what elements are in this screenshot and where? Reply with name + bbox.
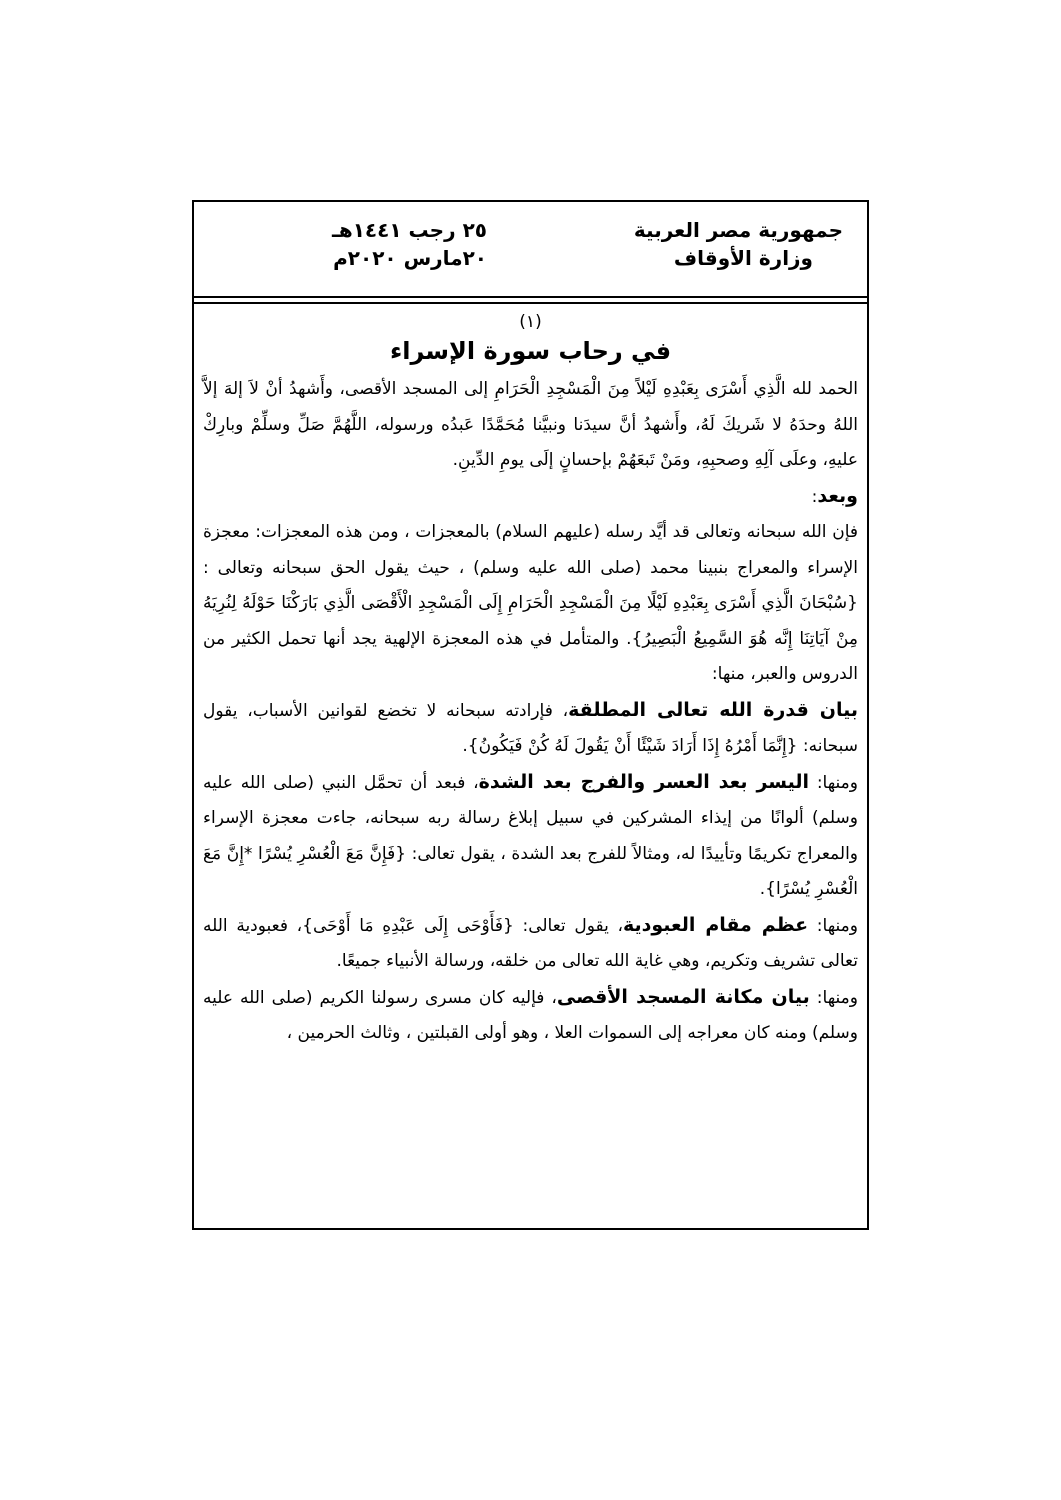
heading-power: بيان قدرة الله تعالى المطلقة xyxy=(568,698,858,721)
heading-ease: اليسر بعد العسر والفرج بعد الشدة xyxy=(478,770,810,793)
text-power: ، فإرادته سبحانه لا تخضع لقوانين الأسباب، يقول سبحانه: {إِنَّمَا أَمْرُهُ إِذَا أَرَادَ شَيْئًا أَنْ يَقُولَ لَهُ كُنْ فَيَكُونُ}. xyxy=(203,700,858,756)
paragraph-servitude xyxy=(203,908,858,980)
letterhead xyxy=(194,202,867,298)
text-aqsa: ، فإليه كان مسرى رسولنا الكريم (صلى الله عليه وسلم) ومنه كان معراجه إلى السموات العلا ، وهو أولى القبلتين ، وثالث الحرمين ، xyxy=(203,987,858,1043)
heading-aqsa: بيان مكانة المسجد الأقصى xyxy=(556,985,810,1008)
paragraph-aqsa xyxy=(203,980,858,1052)
document-frame xyxy=(192,200,869,1230)
country-name: جمهورية مصر العربية xyxy=(633,218,843,242)
intro-paragraph: الحمد لله الَّذِي أَسْرَى بِعَبْدِهِ لَيْلاً مِنَ الْمَسْجِدِ الْحَرَامِ إلى المسجد الأقصى، وأَشهدُ أنْ لاَ إلهَ إلاَّ اللهُ وحدَهُ لا شَريكَ لَهُ، وأَشهدُ أنَّ سيدَنا ونبيَّنا مُحَمَّدًا عَبدُه ورسوله، اللَّهُمَّ صَلِّ وسلِّمْ وبارِكْ عليهِ، وعلَى آلِهِ وصحبِهِ، ومَنْ تَبعَهُمْ بإحسانٍ إلَى يومِ الدِّينِ. xyxy=(203,379,858,470)
lesson-number: (١) xyxy=(519,312,542,332)
text-ease: ، فبعد أن تحمَّل النبي (صلى الله عليه وسلم) ألوانًا من إيذاء المشركين في سبيل إبلاغ رسالة ربه سبحانه، جاءت معجزة الإسراء والمعراج تكريمًا وتأييدًا له، ومثالاً للفرج بعد الشدة ، يقول تعالى: {فَإِنَّ مَعَ الْعُسْرِ يُسْرًا *إِنَّ مَعَ الْعُسْرِ يُسْرًا}. xyxy=(203,772,858,899)
heading-servitude: عظم مقام العبودية xyxy=(622,913,809,936)
sermon-body xyxy=(194,310,867,1052)
header-divider xyxy=(194,302,867,304)
lead-servitude: ومنها: xyxy=(816,915,858,936)
text-servitude: ، يقول تعالى: {فَأَوْحَى إِلَى عَبْدِهِ مَا أَوْحَى}، فعبودية الله تعالى تشريف وتكريم، وهي غاية الله تعالى من خلقه، ورسالة الأنبياء جميعًا. xyxy=(203,915,858,971)
gregorian-date: ٢٠مارس ٢٠٢٠م xyxy=(333,246,487,270)
wabaad-suffix: : xyxy=(811,486,818,507)
hijri-date: ٢٥ رجب ١٤٤١هـ xyxy=(332,218,487,242)
ministry-name: وزارة الأوقاف xyxy=(673,246,813,270)
letterhead-dates xyxy=(332,216,487,272)
lead-ease: ومنها: xyxy=(816,772,859,793)
wabaad-line xyxy=(203,479,858,516)
letterhead-issuer xyxy=(634,216,843,272)
paragraph-ease xyxy=(203,765,858,908)
paragraph-miracles: فإن الله سبحانه وتعالى قد أيَّد رسله (عليهم السلام) بالمعجزات ، ومن هذه المعجزات: معجزة الإسراء والمعراج بنبينا محمد (صلى الله عليه وسلم) ، حيث يقول الحق سبحانه وتعالى : {سُبْحَانَ الَّذِي أَسْرَى بِعَبْدِهِ لَيْلًا مِنَ الْمَسْجِدِ الْحَرَامِ إِلَى الْمَسْجِدِ الْأَقْصَى الَّذِي بَارَكْنَا حَوْلَهُ لِنُرِيَهُ مِنْ آيَاتِنَا إِنَّه هُوَ السَّمِيعُ الْبَصِيرُ}. والمتأمل في هذه المعجزة الإلهية يجد أنها تحمل الكثير من الدروس والعبر، منها: xyxy=(203,522,858,684)
lesson-title: في رحاب سورة الإسراء xyxy=(389,337,672,365)
paragraph-power xyxy=(203,693,858,765)
wabaad-label: وبعد xyxy=(817,484,858,507)
lead-aqsa: ومنها: xyxy=(816,987,858,1008)
